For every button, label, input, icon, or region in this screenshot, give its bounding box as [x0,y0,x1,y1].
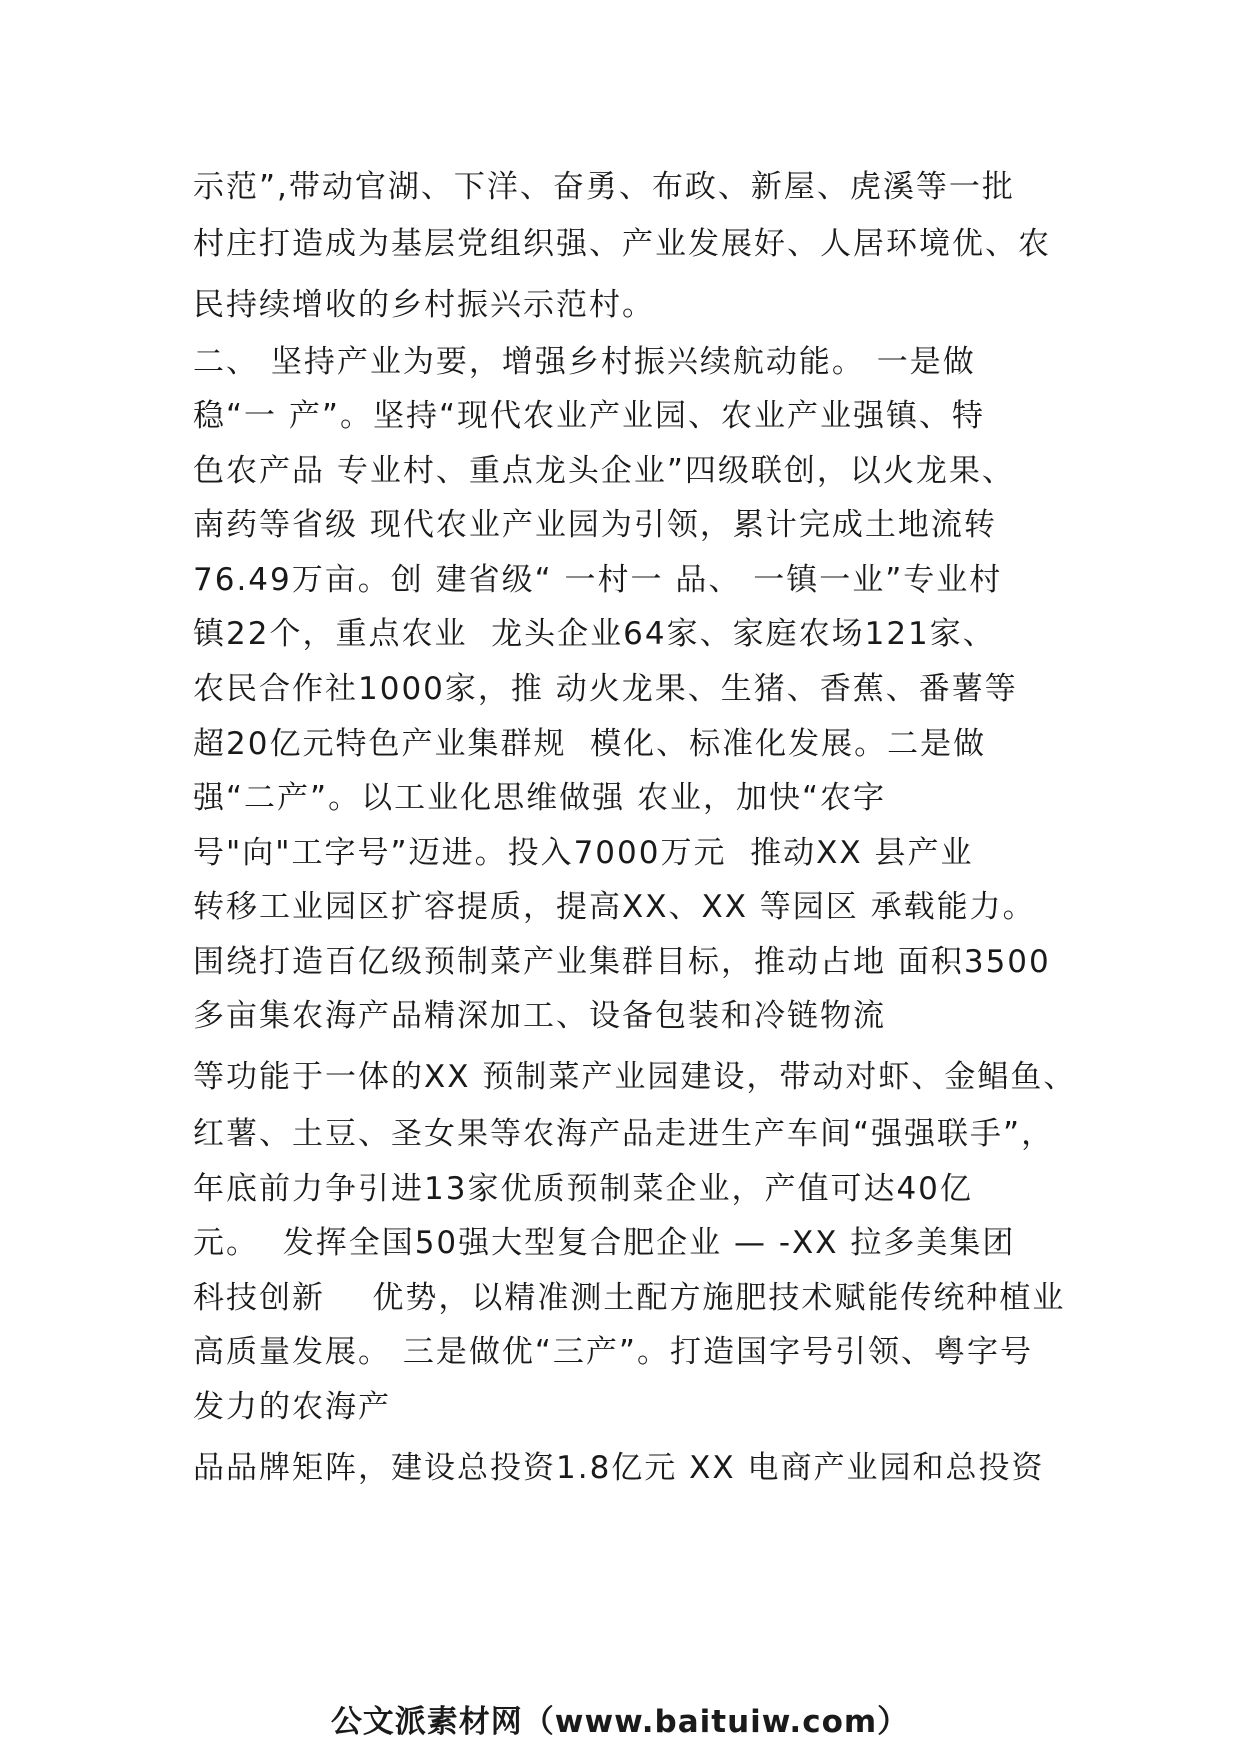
paragraph-line: 号"向"工字号”迈进。投入7000万元 推动XX 县产业 [193,835,974,871]
paragraph-line: 民持续增收的乡村振兴示范村。 [193,287,655,323]
footer-watermark: 公文派素材网（www.baituiw.com） [330,1704,910,1740]
paragraph-line: 镇22个，重点农业 龙头企业64家、家庭农场121家、 [193,616,996,652]
paragraph-line: 元。 发挥全国50强大型复合肥企业 — -XX 拉多美集团 [193,1225,1016,1261]
paragraph-line: 红薯、土豆、圣女果等农海产品走进生产车间“强强联手”， [193,1116,1055,1152]
paragraph-line: 发力的农海产 [193,1389,391,1425]
paragraph-line: 超20亿元特色产业集群规 模化、标准化发展。二是做 [193,726,987,762]
paragraph-line: 76.49万亩。创 建省级“ 一村一 品、 一镇一业”专业村 [193,562,1003,598]
paragraph-line: 村庄打造成为基层党组织强、产业发展好、人居环境优、农 [193,226,1051,262]
paragraph-line: 等功能于一体的XX 预制菜产业园建设，带动对虾、金鲳鱼、 [193,1059,1077,1095]
paragraph-line: 高质量发展。 三是做优“三产”。打造国字号引领、粤字号 [193,1334,1033,1370]
paragraph-line: 强“二产”。以工业化思维做强 农业，加快“农字 [193,780,887,816]
paragraph-line: 年底前力争引进13家优质预制菜企业，产值可达40亿 [193,1171,973,1207]
paragraph-line: 示范”,带动官湖、下洋、奋勇、布政、新屋、虎溪等一批 [193,169,1015,205]
paragraph-line: 科技创新 优势，以精准测土配方施肥技术赋能传统种植业 [193,1280,1066,1316]
paragraph-line: 围绕打造百亿级预制菜产业集群目标，推动占地 面积3500 [193,944,1051,980]
section-heading-line: 二、 坚持产业为要，增强乡村振兴续航动能。 一是做 [193,344,976,380]
paragraph-line: 农民合作社1000家，推 动火龙果、生猪、香蕉、番薯等 [193,671,1018,707]
paragraph-line: 色农产品 专业村、重点龙头企业”四级联创，以火龙果、 [193,453,1015,489]
paragraph-line: 多亩集农海产品精深加工、设备包装和冷链物流 [193,998,886,1034]
paragraph-line: 稳“一 产”。坚持“现代农业产业园、农业产业强镇、特 [193,398,986,434]
paragraph-line: 南药等省级 现代农业产业园为引领，累计完成土地流转 [193,507,997,543]
paragraph-line: 品品牌矩阵，建设总投资1.8亿元 XX 电商产业园和总投资 [193,1450,1045,1486]
paragraph-line: 转移工业园区扩容提质，提高XX、XX 等园区 承载能力。 [193,889,1036,925]
